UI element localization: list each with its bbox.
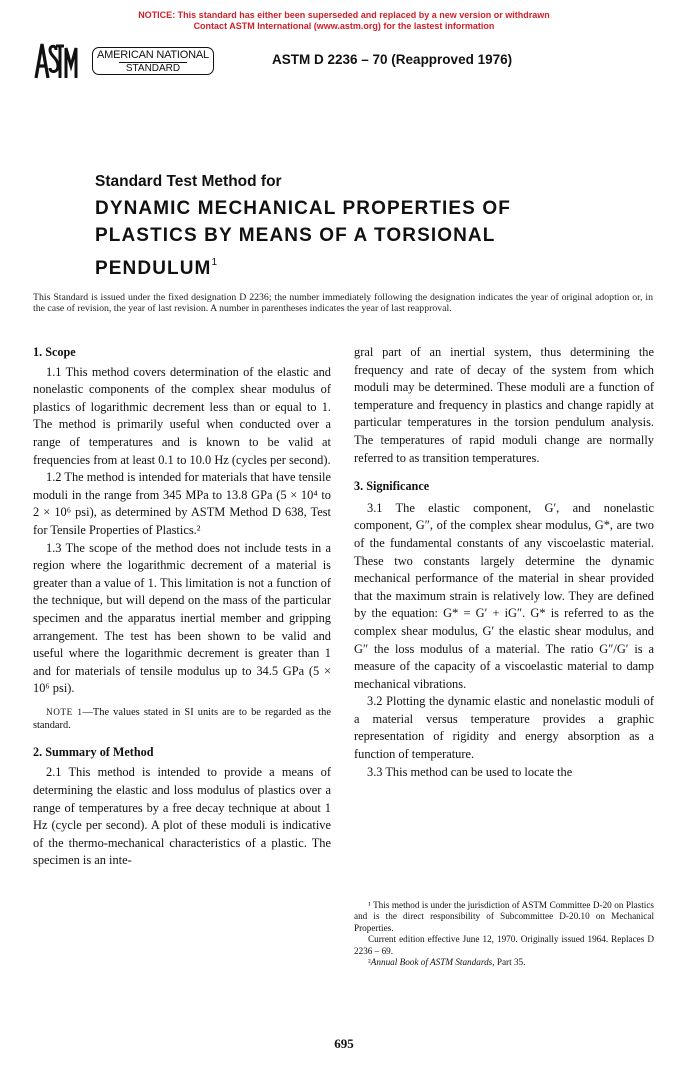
footnote-1-edition: Current edition effective June 12, 1970. Originally issued 1964. Replaces D 2236 – 69.	[354, 934, 654, 956]
document-subtitle: Standard Test Method for	[95, 173, 282, 190]
title-line-2: PLASTICS BY MEANS OF A TORSIONAL	[95, 225, 496, 246]
document-title	[95, 195, 575, 282]
title-line-3	[95, 249, 575, 282]
paragraph-1-3: 1.3 The scope of the method does not include tests in a region where the logarithmic decrement of a material is greater than a value of 1. This limitation is not a function of the technique, but will depend on the mass of the particular specimen and the apparatus inertial member and gripping arrangement. The test has been shown to be valid and useful where the logarithmic decrement is greater than 1 and for materials of tensile modulus up to 34.5 GPa (5 × 10⁶ psi).	[33, 540, 331, 696]
note-label: NOTE 1	[46, 706, 83, 717]
section-heading-summary: 2. Summary of Method	[33, 744, 154, 759]
issuance-statement: This Standard is issued under the fixed designation D 2236; the number immediately following the designation indicates the year of original adoption or, in the case of revision, the year of last revision. A number in parentheses indicates the year of last reapproval.	[33, 292, 653, 314]
paragraph-3-2: 3.2 Plotting the dynamic elastic and nonelastic moduli of a material versus temperature provides a graphic representation of rigidity and energy absorption as a function of temperature.	[354, 694, 654, 762]
right-column	[354, 344, 654, 781]
section-heading-significance: 3. Significance	[354, 479, 430, 494]
standard-designation: ASTM D 2236 – 70 (Reapproved 1976)	[272, 52, 513, 67]
ansi-badge-line-2: STANDARD	[119, 62, 187, 74]
footnotes	[354, 900, 654, 968]
note-1	[33, 706, 331, 732]
notice-line-2: Contact ASTM International (www.astm.org) for the lastest information	[193, 21, 495, 31]
footnote-2-rest: , Part 35.	[492, 957, 526, 968]
paragraph-1-1: 1.1 This method covers determination of the elastic and nonelastic components of the complex shear modulus of plastics of logarithmic decrement less than or equal to 1. The method is primarily useful when conducted over a range of temperatures and is known to be valid at frequencies from at least 0.1 to 10.0 Hz (cycles per second).	[33, 364, 331, 467]
paragraph-2-1-continued: gral part of an inertial system, thus determining the frequency and rate of decay of the system from which moduli may be determined. These moduli are a function of temperature and frequency in plastics and change rapidly at particular temperatures in the torsion pendulum analysis. The temperatures of rapid moduli change are normally referred to as transition temperatures.	[354, 345, 654, 465]
footnote-2	[354, 957, 654, 968]
footnote-2-mark: ²	[368, 957, 371, 968]
ansi-badge-line-1: AMERICAN NATIONAL	[97, 49, 209, 61]
note-text: —The values stated in SI units are to be regarded as the standard.	[33, 706, 331, 731]
paragraph-3-1: 3.1 The elastic component, G′, and nonelastic component, G″, of the complex shear modulus, G*, are two of the fundamental constants of any viscoelastic material. These two constants largely determine the dynamic mechanical performance of the material in shear provided that the maximum strain is relatively low. They are defined by the equation: G* = G′ + iG″. G* is referred to as the complex shear modulus, G′ the elastic shear modulus, and G″ the loss modulus of a material. The ratio G″/G′ is a measure of the capacity of a viscoelastic material to damp mechanical vibrations.	[354, 500, 654, 691]
title-footnote-mark: 1	[211, 257, 218, 268]
page-number: 695	[334, 1036, 354, 1051]
notice-line-1: NOTICE: This standard has either been superseded and replaced by a new version or withdrawn	[138, 10, 550, 20]
footnote-2-title: Annual Book of ASTM Standards	[370, 957, 493, 968]
paragraph-2-1: 2.1 This method is intended to provide a means of determining the elastic and loss modulus of plastics over a range of temperatures by a free decay technique at about 1 Hz (cycle per second). A plot of these moduli is indicative of the thermo-mechanical characteristics of a plastic. The specimen is an inte-	[33, 765, 331, 868]
astm-logo-icon	[32, 40, 80, 82]
left-column	[33, 344, 331, 870]
footnote-1: ¹ This method is under the jurisdiction of ASTM Committee D-20 on Plastics and is the direct responsibility of Subcommittee D-20.10 on Mechanical Properties.	[354, 900, 654, 933]
ansi-badge	[92, 47, 214, 75]
section-heading-scope: 1. Scope	[33, 345, 76, 359]
withdrawal-notice	[0, 10, 688, 32]
paragraph-3-3: 3.3 This method can be used to locate the	[367, 764, 573, 779]
title-line-3-text: PENDULUM	[95, 258, 212, 279]
paragraph-1-2: 1.2 The method is intended for materials that have tensile moduli in the range from 345 MPa to 13.8 GPa (5 × 10⁴ to 2 × 10⁶ psi), as determined by ASTM Method D 638, Test for Tensile Properties of Plastics.²	[33, 470, 331, 537]
title-line-1: DYNAMIC MECHANICAL PROPERTIES OF	[95, 198, 511, 219]
